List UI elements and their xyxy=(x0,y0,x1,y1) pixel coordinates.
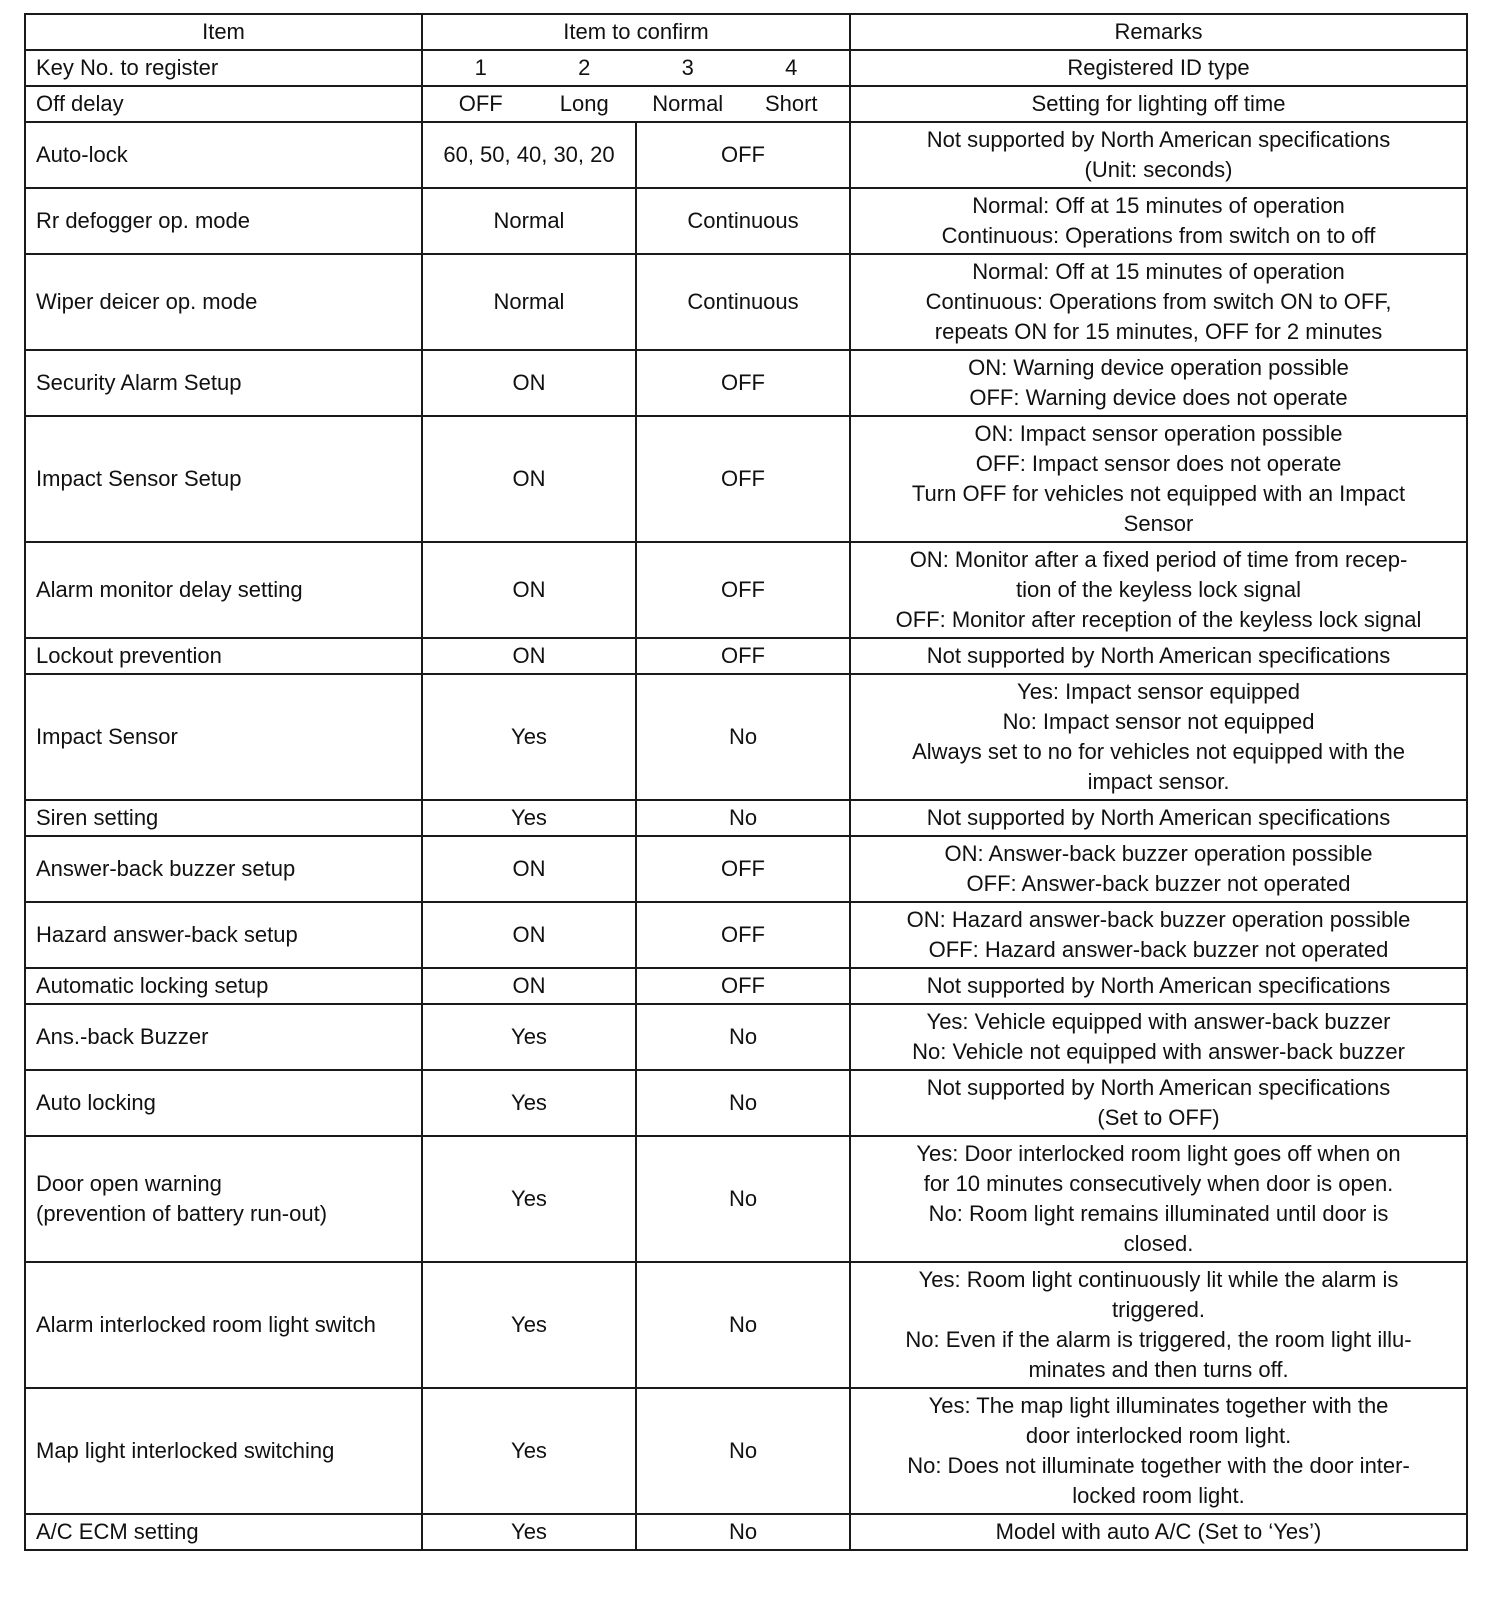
row-option-a: Normal xyxy=(422,188,636,254)
remark-line: tion of the keyless lock signal xyxy=(1016,577,1301,602)
row-option-b: No xyxy=(636,1262,850,1388)
header-confirm: Item to confirm xyxy=(422,14,850,50)
row-item-name xyxy=(25,350,422,416)
row-item-name xyxy=(25,542,422,638)
row-item-line: Impact Sensor xyxy=(36,724,178,749)
table-row xyxy=(25,1262,1467,1388)
remark-line: ON: Monitor after a fixed period of time from recep- xyxy=(909,547,1408,572)
remark-line: for 10 minutes consecutively when door is open. xyxy=(923,1171,1394,1196)
row-item-line: Lockout prevention xyxy=(36,643,222,668)
row-item-line: Wiper deicer op. mode xyxy=(36,289,258,314)
row-item-line: Automatic locking setup xyxy=(36,973,269,998)
off-delay-option-4: Short xyxy=(764,91,818,116)
remark-line: OFF: Hazard answer-back buzzer not operated xyxy=(928,937,1389,962)
row-option-a: Yes xyxy=(422,800,636,836)
settings-table-body xyxy=(25,14,1467,1550)
row-option-b: No xyxy=(636,800,850,836)
row-remarks xyxy=(850,638,1467,674)
table-row xyxy=(25,638,1467,674)
key-number-label: Key No. to register xyxy=(25,50,422,86)
row-item-name xyxy=(25,1136,422,1262)
remark-line: Not supported by North American specifications xyxy=(926,973,1391,998)
row-option-a: Yes xyxy=(422,674,636,800)
remark-line: No: Impact sensor not equipped xyxy=(1002,709,1315,734)
remark-line: (Unit: seconds) xyxy=(1084,157,1233,182)
row-option-a: ON xyxy=(422,902,636,968)
row-remarks xyxy=(850,254,1467,350)
row-item-line: Auto-lock xyxy=(36,142,128,167)
remark-line: locked room light. xyxy=(1072,1483,1245,1508)
remark-line: No: Vehicle not equipped with answer-back buzzer xyxy=(912,1039,1405,1064)
remark-line: Not supported by North American specifications xyxy=(926,805,1391,830)
remark-line: Yes: Door interlocked room light goes off when on xyxy=(916,1141,1401,1166)
row-option-b: No xyxy=(636,1070,850,1136)
row-remarks xyxy=(850,542,1467,638)
remark-line: Not supported by North American specifications xyxy=(926,643,1391,668)
row-option-b: OFF xyxy=(636,968,850,1004)
row-option-b: OFF xyxy=(636,638,850,674)
header-item: Item xyxy=(25,14,422,50)
off-delay-values xyxy=(422,86,850,122)
row-item-line: Hazard answer-back setup xyxy=(36,922,298,947)
remark-line: Turn OFF for vehicles not equipped with an Impact xyxy=(911,481,1406,506)
row-item-name xyxy=(25,968,422,1004)
key-number-1: 1 xyxy=(474,55,487,80)
table-row xyxy=(25,1136,1467,1262)
remark-line: triggered. xyxy=(1112,1297,1205,1322)
row-option-a: Yes xyxy=(422,1070,636,1136)
table-row xyxy=(25,902,1467,968)
off-delay-label: Off delay xyxy=(25,86,422,122)
row-option-b: OFF xyxy=(636,542,850,638)
row-item-name xyxy=(25,902,422,968)
table-row xyxy=(25,1004,1467,1070)
row-option-b: OFF xyxy=(636,836,850,902)
row-remarks xyxy=(850,1388,1467,1514)
row-option-a: 60, 50, 40, 30, 20 xyxy=(422,122,636,188)
row-remarks xyxy=(850,1070,1467,1136)
row-option-a: Normal xyxy=(422,254,636,350)
row-item-line: Alarm monitor delay setting xyxy=(36,577,303,602)
row-item-name xyxy=(25,188,422,254)
remark-line: door interlocked room light. xyxy=(1025,1423,1292,1448)
row-option-b: No xyxy=(636,1514,850,1550)
row-item-name xyxy=(25,122,422,188)
remark-line: closed. xyxy=(1123,1231,1194,1256)
row-remarks xyxy=(850,968,1467,1004)
remark-line: Normal: Off at 15 minutes of operation xyxy=(972,193,1345,218)
table-row xyxy=(25,416,1467,542)
remark-line: Not supported by North American specifications xyxy=(926,127,1391,152)
row-item-line: Siren setting xyxy=(36,805,159,830)
off-delay-row xyxy=(25,86,1467,122)
row-option-b: Continuous xyxy=(636,254,850,350)
row-remarks xyxy=(850,122,1467,188)
table-row xyxy=(25,968,1467,1004)
row-item-name xyxy=(25,1514,422,1550)
row-option-b: No xyxy=(636,1388,850,1514)
table-row xyxy=(25,1070,1467,1136)
row-item-name xyxy=(25,1004,422,1070)
row-item-name xyxy=(25,800,422,836)
row-item-line: Security Alarm Setup xyxy=(36,370,242,395)
remark-line: (Set to OFF) xyxy=(1097,1105,1220,1130)
row-item-line: Map light interlocked switching xyxy=(36,1438,335,1463)
off-delay-option-3: Normal xyxy=(652,91,724,116)
row-item-line: Rr defogger op. mode xyxy=(36,208,251,233)
remark-line: minates and then turns off. xyxy=(1028,1357,1289,1382)
row-option-b: OFF xyxy=(636,122,850,188)
row-item-line: (prevention of battery run-out) xyxy=(36,1201,328,1226)
remark-line: Yes: Impact sensor equipped xyxy=(1017,679,1300,704)
row-remarks xyxy=(850,836,1467,902)
row-option-a: ON xyxy=(422,350,636,416)
remark-line: No: Even if the alarm is triggered, the room light illu- xyxy=(905,1327,1412,1352)
table-row xyxy=(25,674,1467,800)
remark-line: ON: Warning device operation possible xyxy=(968,355,1349,380)
settings-table xyxy=(24,13,1468,1551)
row-option-a: Yes xyxy=(422,1514,636,1550)
table-row xyxy=(25,188,1467,254)
row-option-b: OFF xyxy=(636,416,850,542)
row-option-a: ON xyxy=(422,416,636,542)
remark-line: ON: Answer-back buzzer operation possible xyxy=(944,841,1373,866)
key-number-2: 2 xyxy=(578,55,591,80)
remark-line: OFF: Answer-back buzzer not operated xyxy=(966,871,1351,896)
table-row xyxy=(25,1388,1467,1514)
remark-line: Continuous: Operations from switch on to off xyxy=(941,223,1376,248)
row-option-a: Yes xyxy=(422,1388,636,1514)
row-remarks xyxy=(850,350,1467,416)
off-delay-remark: Setting for lighting off time xyxy=(850,86,1467,122)
remark-line: Yes: Vehicle equipped with answer-back buzzer xyxy=(926,1009,1391,1034)
table-row xyxy=(25,122,1467,188)
row-option-a: Yes xyxy=(422,1136,636,1262)
remark-line: Normal: Off at 15 minutes of operation xyxy=(972,259,1345,284)
row-item-line: Alarm interlocked room light switch xyxy=(36,1312,376,1337)
row-remarks xyxy=(850,1514,1467,1550)
header-row xyxy=(25,14,1467,50)
row-remarks xyxy=(850,674,1467,800)
row-remarks xyxy=(850,1004,1467,1070)
row-remarks xyxy=(850,1136,1467,1262)
row-option-b: OFF xyxy=(636,350,850,416)
row-item-line: Auto locking xyxy=(36,1090,156,1115)
row-item-name xyxy=(25,836,422,902)
row-option-b: No xyxy=(636,674,850,800)
key-number-3: 3 xyxy=(681,55,694,80)
row-item-name xyxy=(25,674,422,800)
remark-line: Yes: Room light continuously lit while the alarm is xyxy=(918,1267,1399,1292)
row-item-name xyxy=(25,1388,422,1514)
remark-line: OFF: Impact sensor does not operate xyxy=(975,451,1342,476)
row-option-a: ON xyxy=(422,968,636,1004)
table-row xyxy=(25,254,1467,350)
key-number-values xyxy=(422,50,850,86)
row-item-line: A/C ECM setting xyxy=(36,1519,199,1544)
row-item-name xyxy=(25,416,422,542)
row-remarks xyxy=(850,902,1467,968)
row-option-b: OFF xyxy=(636,902,850,968)
remark-line: repeats ON for 15 minutes, OFF for 2 minutes xyxy=(934,319,1383,344)
remark-line: impact sensor. xyxy=(1087,769,1230,794)
key-number-row xyxy=(25,50,1467,86)
row-item-name xyxy=(25,638,422,674)
row-option-a: Yes xyxy=(422,1004,636,1070)
row-item-line: Ans.-back Buzzer xyxy=(36,1024,209,1049)
row-remarks xyxy=(850,1262,1467,1388)
row-item-name xyxy=(25,1262,422,1388)
remark-line: Model with auto A/C (Set to ‘Yes’) xyxy=(995,1519,1322,1544)
remark-line: OFF: Warning device does not operate xyxy=(969,385,1348,410)
row-item-name xyxy=(25,1070,422,1136)
row-remarks xyxy=(850,800,1467,836)
row-item-name xyxy=(25,254,422,350)
remark-line: ON: Hazard answer-back buzzer operation possible xyxy=(906,907,1411,932)
remark-line: Continuous: Operations from switch ON to OFF, xyxy=(925,289,1392,314)
table-row xyxy=(25,800,1467,836)
row-remarks xyxy=(850,188,1467,254)
table-row xyxy=(25,542,1467,638)
remark-line: No: Room light remains illuminated until door is xyxy=(928,1201,1389,1226)
remark-line: ON: Impact sensor operation possible xyxy=(974,421,1343,446)
row-item-line: Impact Sensor Setup xyxy=(36,466,242,491)
table-row xyxy=(25,836,1467,902)
key-number-4: 4 xyxy=(785,55,798,80)
row-option-a: ON xyxy=(422,638,636,674)
remark-line: Sensor xyxy=(1123,511,1194,536)
row-item-line: Door open warning xyxy=(36,1171,222,1196)
row-option-a: ON xyxy=(422,542,636,638)
row-option-a: Yes xyxy=(422,1262,636,1388)
remark-line: Not supported by North American specifications xyxy=(926,1075,1391,1100)
key-number-remark: Registered ID type xyxy=(850,50,1467,86)
row-item-line: Answer-back buzzer setup xyxy=(36,856,296,881)
off-delay-option-1: OFF xyxy=(458,91,503,116)
header-remarks: Remarks xyxy=(850,14,1467,50)
remark-line: OFF: Monitor after reception of the keyless lock signal xyxy=(895,607,1422,632)
off-delay-option-2: Long xyxy=(559,91,609,116)
row-option-b: No xyxy=(636,1136,850,1262)
remark-line: Always set to no for vehicles not equipped with the xyxy=(912,739,1405,764)
row-option-b: Continuous xyxy=(636,188,850,254)
row-remarks xyxy=(850,416,1467,542)
remark-line: No: Does not illuminate together with the door inter- xyxy=(907,1453,1410,1478)
table-row xyxy=(25,1514,1467,1550)
row-option-a: ON xyxy=(422,836,636,902)
row-option-b: No xyxy=(636,1004,850,1070)
remark-line: Yes: The map light illuminates together with the xyxy=(928,1393,1389,1418)
table-row xyxy=(25,350,1467,416)
